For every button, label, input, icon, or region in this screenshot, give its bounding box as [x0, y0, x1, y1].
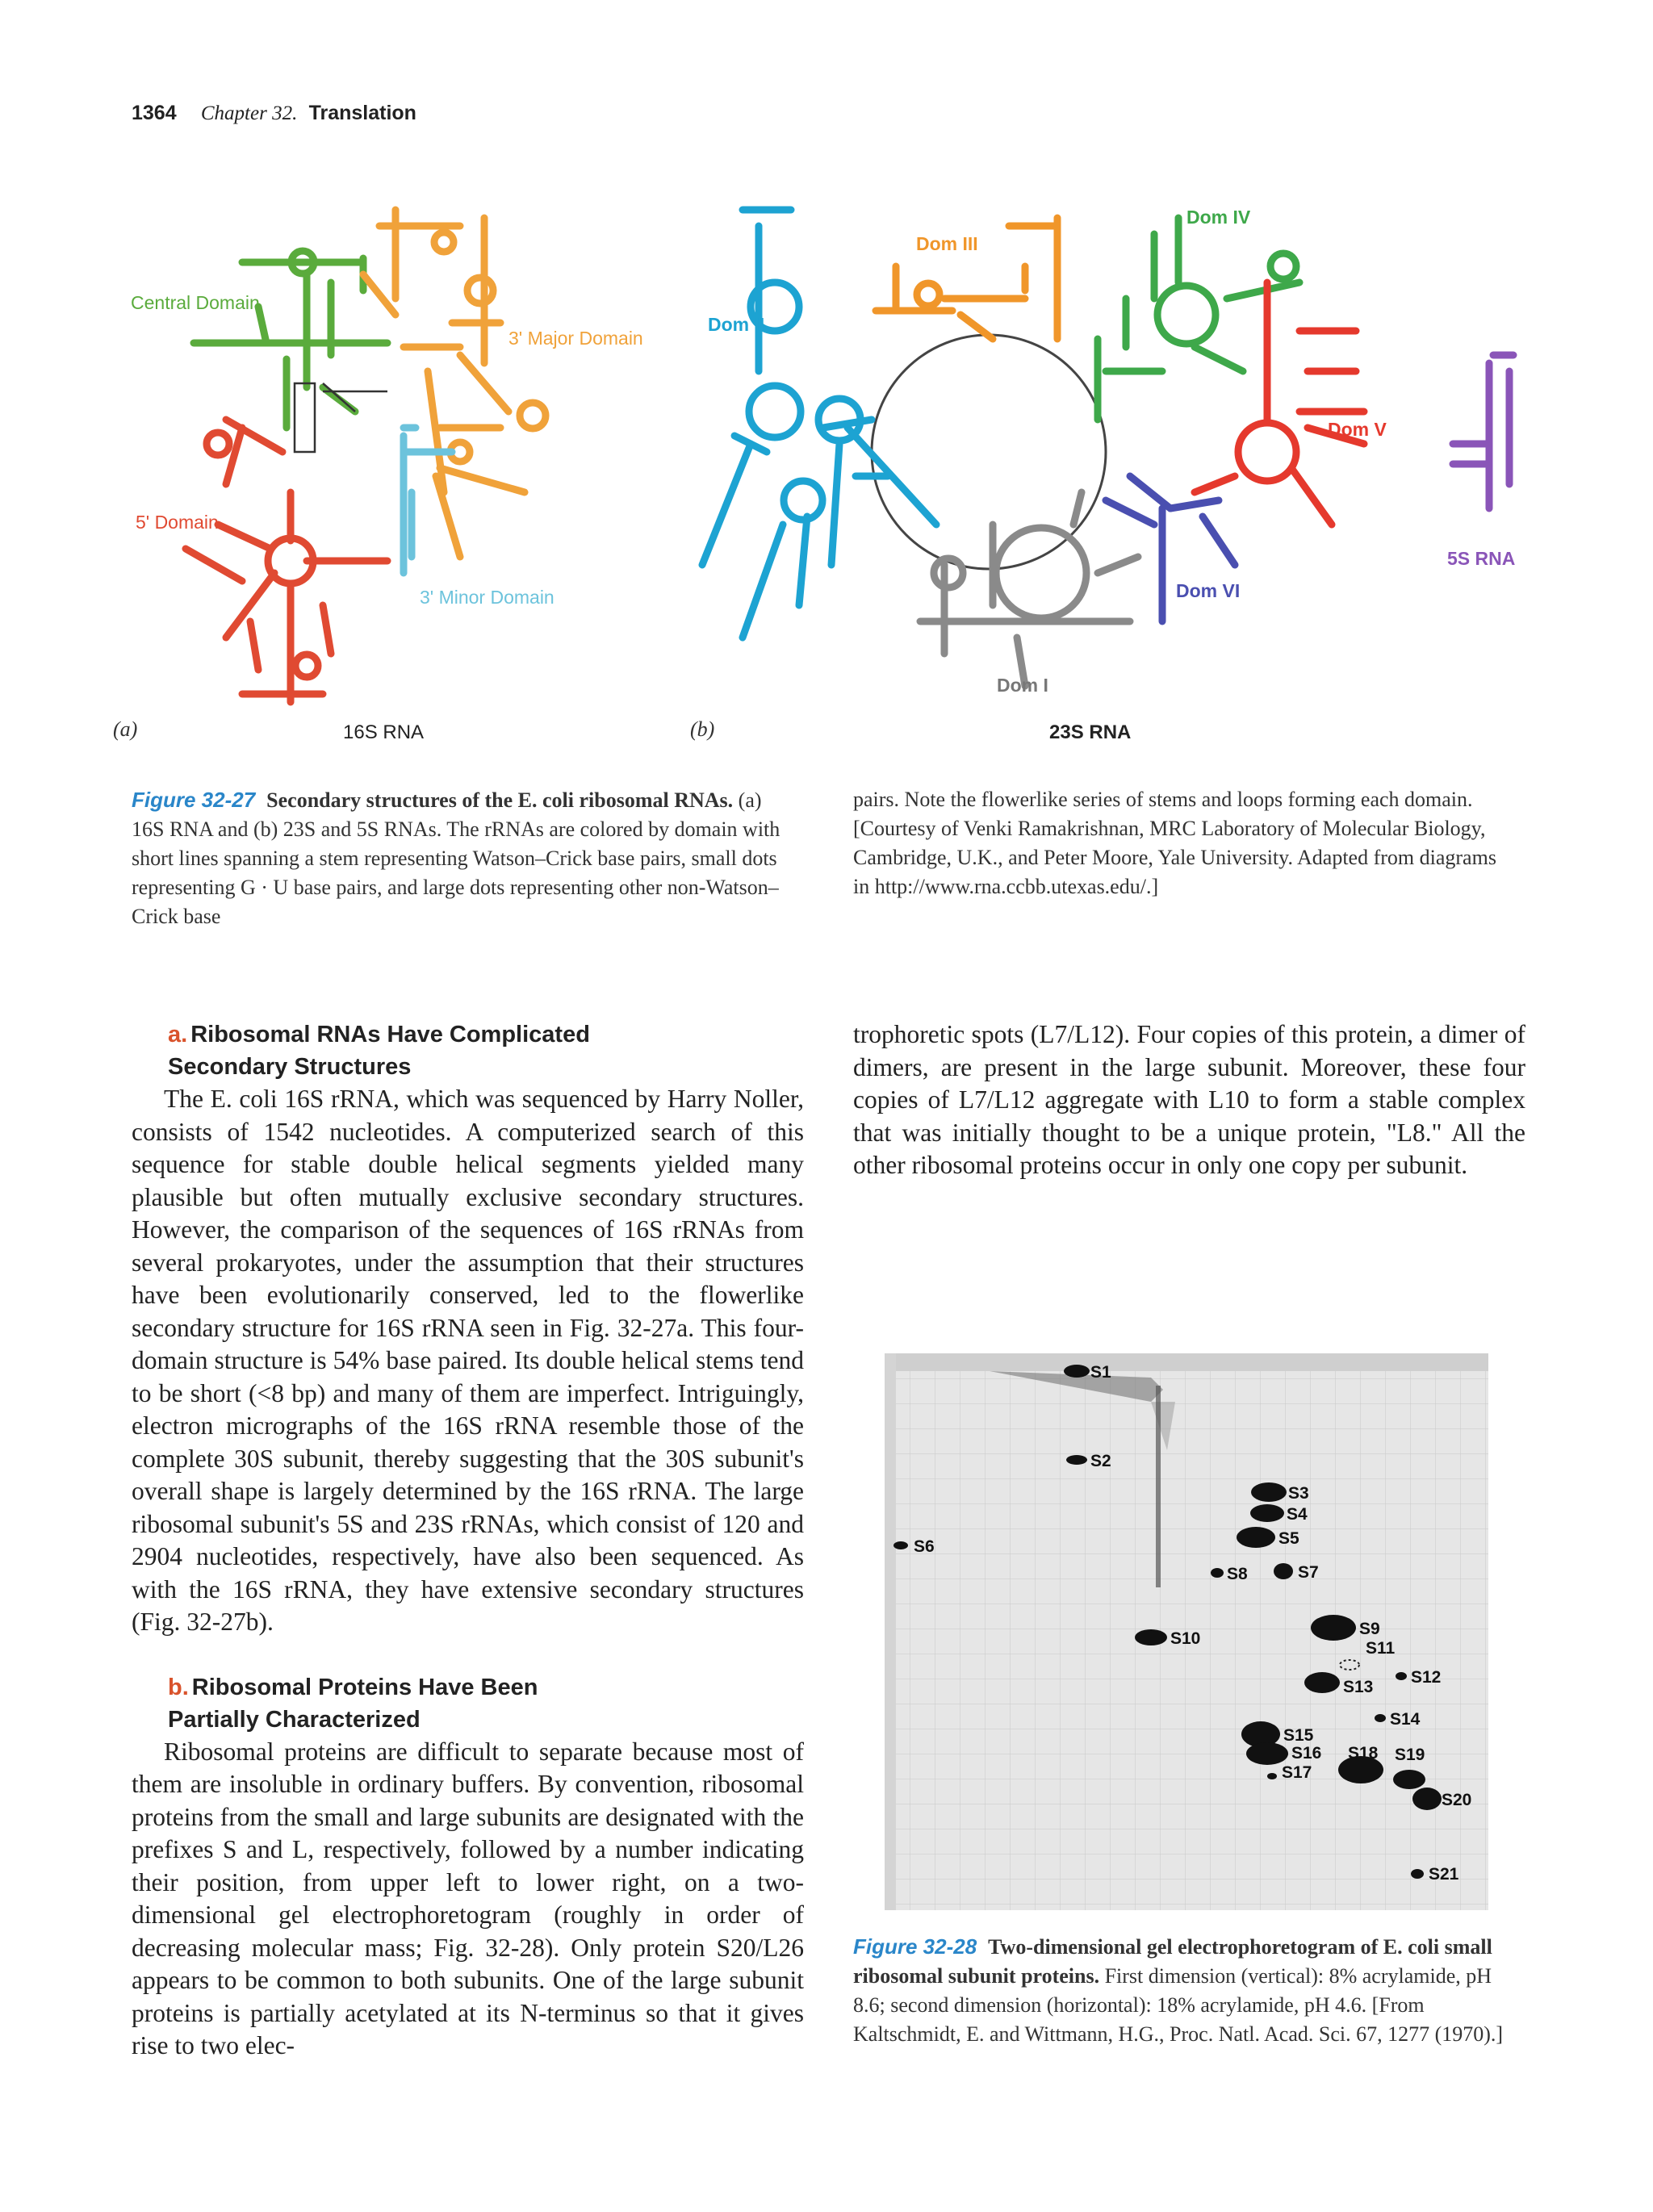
label-5s-rna: 5S RNA	[1447, 548, 1516, 569]
section-b-letter: b.	[168, 1674, 189, 1700]
label-s20: S20	[1442, 1791, 1472, 1809]
spot-s8	[1211, 1568, 1224, 1578]
junction-lines	[295, 383, 387, 452]
caption-text-28: First dimension (vertical): 8% acrylamide, pH 8.6; second dimension (horizontal): 18% acrylamide, pH 4.6. [From Kaltschmidt, E. and Wittmann, H.G., Proc. Natl. Acad. Sci. 67, 1277 (1970).]	[853, 1964, 1504, 2046]
spot-s9	[1311, 1615, 1356, 1641]
section-a-title-line1: Ribosomal RNAs Have Complicated	[190, 1022, 590, 1047]
section-a-paragraph: The E. coli 16S rRNA, which was sequenced by Harry Noller, consists of 1542 nucleotides. A computerized search of this sequence for stable double helical segments yielded many plausible but often mutually exclusive secondary structures. However, the comparison of the sequences of 16S rRNAs from several prokaryotes, under the assumption that their structures have been evolutionarily conserved, led to the flowerlike secondary structure for 16S rRNA seen in Fig. 32-27a. This four-domain structure is 54% base paired. Its double helical stems tend to be short (<8 bp) and many of them are imperfect. Intriguingly, electron micrographs of the 16S rRNA resemble those of the complete 30S subunit, thereby suggesting that the 30S subunit's overall shape is largely determined by the 16S rRNA. The large ribosomal subunit's 5S and 23S rRNAs, which consist of 120 and 2904 nucleotides, respectively, have also been sequenced. As with the 16S rRNA, they have extensive secondary structures (Fig. 32-27b).	[132, 1085, 804, 1636]
label-s2: S2	[1090, 1452, 1111, 1470]
label-dom-ii: Dom II	[708, 314, 765, 335]
label-s17: S17	[1282, 1763, 1312, 1782]
label-s16: S16	[1291, 1744, 1322, 1762]
central-loop	[872, 335, 1106, 569]
spot-s20	[1412, 1788, 1442, 1810]
domain-1-structure	[920, 492, 1138, 686]
label-s15: S15	[1283, 1726, 1314, 1745]
label-central-domain: Central Domain	[131, 292, 260, 313]
gel-electrophoretogram	[885, 1353, 1488, 1910]
label-s4: S4	[1287, 1505, 1308, 1524]
spot-s17	[1267, 1773, 1277, 1779]
section-b-title-line1: Ribosomal Proteins Have Been	[191, 1674, 538, 1700]
section-b-heading	[132, 1671, 804, 1736]
running-head	[132, 102, 416, 125]
caption-text-continued: pairs. Note the flowerlike series of stems and loops forming each domain. [Courtesy of Venki Ramakrishnan, MRC Laboratory of Molecular Biology, Cambridge, U.K., and Peter Moore, Yale University. Adapted from diagrams in http://www.rna.ccbb.utexas.edu/.]	[853, 788, 1496, 898]
chapter-title: Translation	[308, 102, 416, 124]
spot-s16	[1246, 1742, 1288, 1765]
figure-number-28: Figure 32-28	[853, 1934, 977, 1959]
rna-5s-structure	[1453, 355, 1513, 508]
spot-s3	[1251, 1482, 1287, 1502]
label-s3: S3	[1288, 1484, 1309, 1503]
right-column	[853, 1018, 1525, 1182]
section-a-title-line2: Secondary Structures	[168, 1054, 412, 1080]
domain-3-major-structure	[363, 210, 546, 557]
chapter-label: Chapter 32.	[200, 102, 298, 124]
spot-s1	[1064, 1365, 1090, 1378]
label-dom-i: Dom I	[997, 675, 1048, 696]
label-s12: S12	[1411, 1668, 1442, 1687]
section-a-letter: a.	[168, 1022, 188, 1047]
rrna-secondary-structure-diagram	[113, 186, 1542, 751]
label-dom-v: Dom V	[1328, 419, 1387, 440]
domain-central-structure	[194, 251, 387, 428]
figure-32-27-caption-left	[132, 785, 793, 931]
label-s11: S11	[1366, 1639, 1396, 1658]
label-s5: S5	[1278, 1529, 1299, 1548]
spot-s13	[1304, 1672, 1340, 1693]
label-s18: S18	[1348, 1744, 1379, 1762]
spot-s19	[1393, 1770, 1425, 1789]
label-s9: S9	[1359, 1620, 1380, 1638]
label-s21: S21	[1429, 1865, 1459, 1884]
caption-text: (a) 16S RNA and (b) 23S and 5S RNAs. The rRNAs are colored by domain with short lines spanning a stem representing Watson–Crick base pairs, small dots representing G · U base pairs, and large dots representing other non-Watson–Crick base	[132, 788, 780, 928]
label-s10: S10	[1170, 1629, 1201, 1648]
figure-number: Figure 32-27	[132, 788, 256, 812]
caption-title-28: Two-dimensional gel electrophoretogram of E. coli small ribosomal subunit proteins.	[853, 1935, 1492, 1988]
label-3-major-domain: 3' Major Domain	[508, 328, 643, 349]
label-s1: S1	[1090, 1363, 1111, 1382]
domain-5-structure-23s	[1195, 282, 1364, 525]
spot-s7	[1274, 1563, 1293, 1579]
spot-s4	[1250, 1504, 1284, 1522]
label-s8: S8	[1227, 1565, 1248, 1583]
spot-s21	[1411, 1869, 1424, 1879]
figure-32-27	[113, 186, 1542, 751]
section-b-title-line2: Partially Characterized	[168, 1706, 421, 1733]
label-dom-iii: Dom III	[916, 233, 978, 254]
page-number: 1364	[132, 102, 177, 124]
left-column	[132, 1018, 804, 2063]
panel-a-letter: (a)	[113, 717, 138, 741]
label-s19: S19	[1395, 1746, 1425, 1764]
label-3-minor-domain: 3' Minor Domain	[420, 587, 554, 608]
spot-s12	[1396, 1672, 1407, 1680]
label-dom-vi: Dom VI	[1176, 580, 1241, 601]
label-s6: S6	[914, 1537, 935, 1556]
spot-s5	[1237, 1527, 1275, 1548]
section-b-paragraph: Ribosomal proteins are difficult to separate because most of them are insoluble in ordinary buffers. By convention, ribosomal proteins from the small and large subunits are designated with the prefixes S and L, respectively, followed by a number indicating their position, from upper left to lower right, on a two-dimensional gel electrophoretogram (roughly in order of decreasing molecular mass; Fig. 32-28). Only protein S20/L26 appears to be common to both subunits. One of the large subunit proteins is partially acetylated at its N-terminus so that it gives rise to two elec-	[132, 1737, 804, 2059]
section-a-heading	[132, 1018, 804, 1083]
label-s7: S7	[1298, 1563, 1319, 1582]
domain-2-structure	[702, 210, 936, 638]
label-dom-iv: Dom IV	[1186, 207, 1251, 228]
figure-32-28-caption	[853, 1932, 1515, 2049]
panel-b-letter: (b)	[690, 717, 715, 741]
label-s13: S13	[1343, 1678, 1374, 1696]
caption-title: Secondary structures of the E. coli ribosomal RNAs.	[266, 788, 734, 812]
figure-32-27-caption-right	[853, 785, 1515, 901]
label-5-domain: 5' Domain	[136, 512, 219, 533]
spot-s6	[893, 1541, 908, 1549]
panel-a-title: 16S RNA	[343, 721, 425, 743]
label-s14: S14	[1390, 1710, 1421, 1729]
spot-s2	[1066, 1455, 1087, 1465]
domain-5-structure	[186, 420, 387, 702]
spot-s10	[1135, 1629, 1167, 1645]
panel-b-title: 23S RNA	[1049, 721, 1132, 743]
figure-32-28-gel-image	[885, 1353, 1488, 1910]
spot-s14	[1375, 1714, 1386, 1722]
section-b-continuation: trophoretic spots (L7/L12). Four copies of this protein, a dimer of dimers, are present in the large subunit. Moreover, these four copies of L7/L12 aggregate with L10 to form a stable complex that was initially thought to be a unique protein, "L8." All the other ribosomal proteins occur in only one copy per subunit.	[853, 1020, 1525, 1179]
